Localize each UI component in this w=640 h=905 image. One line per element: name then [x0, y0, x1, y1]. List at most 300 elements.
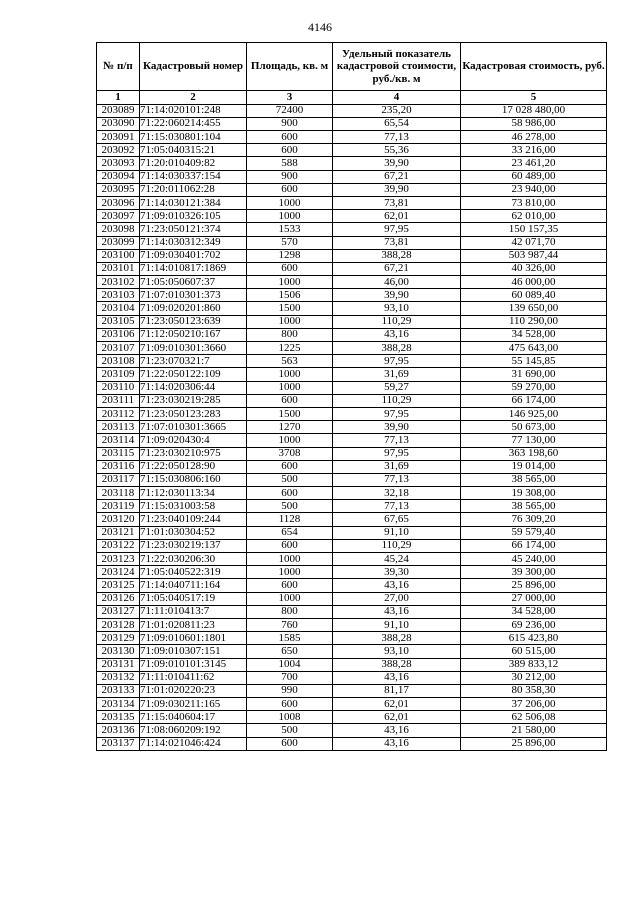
area-cell: 3708 — [247, 447, 333, 460]
area-cell: 72400 — [247, 104, 333, 117]
table-row — [97, 328, 607, 341]
specific-value-cell: 27,00 — [333, 592, 461, 605]
cadastral-value-cell: 30 212,00 — [461, 671, 607, 684]
specific-value-cell: 77,13 — [333, 434, 461, 447]
row-number-cell: 203116 — [97, 460, 140, 473]
row-number-cell: 203108 — [97, 355, 140, 368]
cadastral-value-cell: 39 300,00 — [461, 566, 607, 579]
cadastral-number-cell: 71:15:030806:160 — [140, 473, 247, 486]
cadastral-number-cell: 71:07:010301:373 — [140, 289, 247, 302]
specific-value-cell: 62,01 — [333, 711, 461, 724]
row-number-cell: 203089 — [97, 104, 140, 117]
area-cell: 500 — [247, 500, 333, 513]
cadastral-number-cell: 71:23:040109:244 — [140, 513, 247, 526]
cadastral-number-cell: 71:23:050123:639 — [140, 315, 247, 328]
area-cell: 600 — [247, 131, 333, 144]
specific-value-cell: 32,18 — [333, 487, 461, 500]
row-number-cell: 203107 — [97, 342, 140, 355]
area-cell: 600 — [247, 539, 333, 552]
area-cell: 600 — [247, 183, 333, 196]
row-number-cell: 203106 — [97, 328, 140, 341]
area-cell: 600 — [247, 460, 333, 473]
cadastral-number-cell: 71:23:030210:975 — [140, 447, 247, 460]
area-cell: 1004 — [247, 658, 333, 671]
cadastral-number-cell: 71:05:040517:19 — [140, 592, 247, 605]
cadastral-value-cell: 23 461,20 — [461, 157, 607, 170]
area-cell: 1585 — [247, 632, 333, 645]
row-number-cell: 203124 — [97, 566, 140, 579]
row-number-cell: 203096 — [97, 196, 140, 209]
column-number: 1 — [97, 91, 140, 105]
table-row — [97, 618, 607, 631]
row-number-cell: 203125 — [97, 579, 140, 592]
table-row — [97, 249, 607, 262]
cadastral-number-cell: 71:09:030211:165 — [140, 698, 247, 711]
column-number: 4 — [333, 91, 461, 105]
row-number-cell: 203102 — [97, 276, 140, 289]
specific-value-cell: 388,28 — [333, 249, 461, 262]
cadastral-value-cell: 46 000,00 — [461, 276, 607, 289]
row-number-cell: 203119 — [97, 500, 140, 513]
specific-value-cell: 45,24 — [333, 553, 461, 566]
table-row — [97, 183, 607, 196]
column-number: 3 — [247, 91, 333, 105]
row-number-cell: 203132 — [97, 671, 140, 684]
cadastral-number-cell: 71:09:030401:702 — [140, 249, 247, 262]
row-number-cell: 203100 — [97, 249, 140, 262]
cadastral-value-cell: 50 673,00 — [461, 421, 607, 434]
row-number-cell: 203111 — [97, 394, 140, 407]
specific-value-cell: 43,16 — [333, 605, 461, 618]
column-number: 5 — [461, 91, 607, 105]
cadastral-value-cell: 66 174,00 — [461, 539, 607, 552]
specific-value-cell: 93,10 — [333, 302, 461, 315]
cadastral-value-cell: 31 690,00 — [461, 368, 607, 381]
cadastral-number-cell: 71:20:011062:28 — [140, 183, 247, 196]
table-row — [97, 170, 607, 183]
cadastral-value-cell: 139 650,00 — [461, 302, 607, 315]
cadastral-value-cell: 33 216,00 — [461, 144, 607, 157]
cadastral-value-cell: 25 896,00 — [461, 579, 607, 592]
table-row — [97, 262, 607, 275]
specific-value-cell: 235,20 — [333, 104, 461, 117]
cadastral-value-cell: 42 071,70 — [461, 236, 607, 249]
table-body — [97, 104, 607, 750]
table-row — [97, 276, 607, 289]
specific-value-cell: 93,10 — [333, 645, 461, 658]
specific-value-cell: 110,29 — [333, 315, 461, 328]
table-row — [97, 434, 607, 447]
cadastral-number-cell: 71:09:010101:3145 — [140, 658, 247, 671]
row-number-cell: 203117 — [97, 473, 140, 486]
row-number-cell: 203137 — [97, 737, 140, 750]
area-cell: 1128 — [247, 513, 333, 526]
specific-value-cell: 43,16 — [333, 737, 461, 750]
table-row — [97, 579, 607, 592]
cadastral-number-cell: 71:05:040522:319 — [140, 566, 247, 579]
table-row — [97, 513, 607, 526]
area-cell: 570 — [247, 236, 333, 249]
area-cell: 600 — [247, 262, 333, 275]
row-number-cell: 203112 — [97, 407, 140, 420]
specific-value-cell: 39,30 — [333, 566, 461, 579]
specific-value-cell: 110,29 — [333, 539, 461, 552]
table-row — [97, 407, 607, 420]
table-row — [97, 368, 607, 381]
cadastral-value-cell: 17 028 480,00 — [461, 104, 607, 117]
specific-value-cell: 62,01 — [333, 698, 461, 711]
row-number-cell: 203118 — [97, 487, 140, 500]
cadastral-value-cell: 76 309,20 — [461, 513, 607, 526]
cadastral-number-cell: 71:23:050123:283 — [140, 407, 247, 420]
cadastral-value-cell: 73 810,00 — [461, 196, 607, 209]
area-cell: 700 — [247, 671, 333, 684]
table-row — [97, 473, 607, 486]
cadastral-value-cell: 23 940,00 — [461, 183, 607, 196]
area-cell: 800 — [247, 605, 333, 618]
cadastral-number-cell: 71:09:010301:3660 — [140, 342, 247, 355]
specific-value-cell: 77,13 — [333, 500, 461, 513]
specific-value-cell: 39,90 — [333, 183, 461, 196]
row-number-cell: 203122 — [97, 539, 140, 552]
cadastral-number-cell: 71:15:030801:104 — [140, 131, 247, 144]
table-row — [97, 302, 607, 315]
cadastral-value-cell: 475 643,00 — [461, 342, 607, 355]
table-row — [97, 645, 607, 658]
cadastral-value-cell: 389 833,12 — [461, 658, 607, 671]
area-cell: 1000 — [247, 368, 333, 381]
area-cell: 600 — [247, 487, 333, 500]
table-row — [97, 355, 607, 368]
table-row — [97, 460, 607, 473]
cadastral-number-cell: 71:09:010601:1801 — [140, 632, 247, 645]
row-number-cell: 203115 — [97, 447, 140, 460]
cadastral-number-cell: 71:23:030219:285 — [140, 394, 247, 407]
cadastral-value-cell: 66 174,00 — [461, 394, 607, 407]
specific-value-cell: 91,10 — [333, 618, 461, 631]
area-cell: 1000 — [247, 210, 333, 223]
table-row — [97, 724, 607, 737]
table-row — [97, 196, 607, 209]
row-number-cell: 203092 — [97, 144, 140, 157]
table-row — [97, 104, 607, 117]
specific-value-cell: 67,21 — [333, 170, 461, 183]
specific-value-cell: 73,81 — [333, 196, 461, 209]
cadastral-number-cell: 71:15:031003:58 — [140, 500, 247, 513]
specific-value-cell: 110,29 — [333, 394, 461, 407]
specific-value-cell: 97,95 — [333, 447, 461, 460]
cadastral-number-cell: 71:14:020101:248 — [140, 104, 247, 117]
cadastral-value-cell: 62 010,00 — [461, 210, 607, 223]
cadastral-number-cell: 71:05:040315:21 — [140, 144, 247, 157]
area-cell: 1500 — [247, 302, 333, 315]
specific-value-cell: 31,69 — [333, 460, 461, 473]
row-number-cell: 203136 — [97, 724, 140, 737]
area-cell: 1506 — [247, 289, 333, 302]
row-number-cell: 203099 — [97, 236, 140, 249]
area-cell: 650 — [247, 645, 333, 658]
specific-value-cell: 97,95 — [333, 355, 461, 368]
cadastral-value-cell: 55 145,85 — [461, 355, 607, 368]
cadastral-number-cell: 71:22:030206:30 — [140, 553, 247, 566]
cadastral-value-cell: 150 157,35 — [461, 223, 607, 236]
specific-value-cell: 388,28 — [333, 658, 461, 671]
cadastral-number-cell: 71:14:021046:424 — [140, 737, 247, 750]
row-number-cell: 203128 — [97, 618, 140, 631]
specific-value-cell: 388,28 — [333, 342, 461, 355]
cadastral-value-cell: 146 925,00 — [461, 407, 607, 420]
cadastral-number-cell: 71:01:020811:23 — [140, 618, 247, 631]
cadastral-value-cell: 80 358,30 — [461, 684, 607, 697]
row-number-cell: 203098 — [97, 223, 140, 236]
specific-value-cell: 67,65 — [333, 513, 461, 526]
cadastral-number-cell: 71:11:010411:62 — [140, 671, 247, 684]
cadastral-number-cell: 71:05:050607:37 — [140, 276, 247, 289]
row-number-cell: 203130 — [97, 645, 140, 658]
table-row — [97, 289, 607, 302]
specific-value-cell: 39,90 — [333, 289, 461, 302]
area-cell: 500 — [247, 473, 333, 486]
area-cell: 1000 — [247, 196, 333, 209]
header-specific-value: Удельный показатель кадастровой стоимости, руб./кв. м — [333, 43, 461, 91]
area-cell: 1000 — [247, 276, 333, 289]
cadastral-value-cell: 46 278,00 — [461, 131, 607, 144]
row-number-cell: 203126 — [97, 592, 140, 605]
specific-value-cell: 65,54 — [333, 117, 461, 130]
cadastral-value-cell: 60 515,00 — [461, 645, 607, 658]
cadastral-number-cell: 71:09:020430:4 — [140, 434, 247, 447]
specific-value-cell: 43,16 — [333, 579, 461, 592]
area-cell: 600 — [247, 698, 333, 711]
table-row — [97, 605, 607, 618]
area-cell: 588 — [247, 157, 333, 170]
cadastral-number-cell: 71:14:030312:349 — [140, 236, 247, 249]
cadastral-value-cell: 25 896,00 — [461, 737, 607, 750]
row-number-cell: 203090 — [97, 117, 140, 130]
specific-value-cell: 62,01 — [333, 210, 461, 223]
table-row — [97, 684, 607, 697]
table-row — [97, 342, 607, 355]
area-cell: 1008 — [247, 711, 333, 724]
table-row — [97, 381, 607, 394]
row-number-cell: 203120 — [97, 513, 140, 526]
specific-value-cell: 91,10 — [333, 526, 461, 539]
row-number-cell: 203113 — [97, 421, 140, 434]
cadastral-value-table — [96, 42, 607, 751]
area-cell: 600 — [247, 737, 333, 750]
cadastral-value-cell: 45 240,00 — [461, 553, 607, 566]
cadastral-number-cell: 71:20:010409:82 — [140, 157, 247, 170]
cadastral-number-cell: 71:14:020306:44 — [140, 381, 247, 394]
row-number-cell: 203134 — [97, 698, 140, 711]
row-number-cell: 203103 — [97, 289, 140, 302]
cadastral-number-cell: 71:14:030121:384 — [140, 196, 247, 209]
cadastral-number-cell: 71:09:020201:860 — [140, 302, 247, 315]
cadastral-number-cell: 71:15:040604:17 — [140, 711, 247, 724]
cadastral-number-cell: 71:12:030113:34 — [140, 487, 247, 500]
row-number-cell: 203129 — [97, 632, 140, 645]
table-row — [97, 117, 607, 130]
specific-value-cell: 97,95 — [333, 223, 461, 236]
area-cell: 500 — [247, 724, 333, 737]
row-number-cell: 203104 — [97, 302, 140, 315]
cadastral-value-cell: 38 565,00 — [461, 500, 607, 513]
cadastral-number-cell: 71:22:050122:109 — [140, 368, 247, 381]
column-number: 2 — [140, 91, 247, 105]
cadastral-number-cell: 71:22:050128:90 — [140, 460, 247, 473]
cadastral-value-cell: 21 580,00 — [461, 724, 607, 737]
cadastral-value-cell: 19 308,00 — [461, 487, 607, 500]
area-cell: 1000 — [247, 592, 333, 605]
row-number-cell: 203109 — [97, 368, 140, 381]
cadastral-value-cell: 38 565,00 — [461, 473, 607, 486]
cadastral-value-cell: 34 528,00 — [461, 328, 607, 341]
table-row — [97, 210, 607, 223]
specific-value-cell: 55,36 — [333, 144, 461, 157]
specific-value-cell: 43,16 — [333, 671, 461, 684]
page-number: 4146 — [308, 20, 332, 34]
area-cell: 900 — [247, 170, 333, 183]
specific-value-cell: 31,69 — [333, 368, 461, 381]
specific-value-cell: 67,21 — [333, 262, 461, 275]
specific-value-cell: 43,16 — [333, 328, 461, 341]
cadastral-value-cell: 60 089,40 — [461, 289, 607, 302]
table-row — [97, 592, 607, 605]
area-cell: 760 — [247, 618, 333, 631]
header-cadastral-value: Кадастровая стоимость, руб. — [461, 43, 607, 91]
cadastral-number-cell: 71:22:060214:455 — [140, 117, 247, 130]
cadastral-value-cell: 34 528,00 — [461, 605, 607, 618]
area-cell: 600 — [247, 579, 333, 592]
table-row — [97, 711, 607, 724]
specific-value-cell: 39,90 — [333, 421, 461, 434]
table-row — [97, 526, 607, 539]
cadastral-number-cell: 71:14:010817:1869 — [140, 262, 247, 275]
cadastral-number-cell: 71:07:010301:3665 — [140, 421, 247, 434]
cadastral-number-cell: 71:12:050210:167 — [140, 328, 247, 341]
table-row — [97, 315, 607, 328]
cadastral-value-cell: 40 326,00 — [461, 262, 607, 275]
row-number-cell: 203110 — [97, 381, 140, 394]
cadastral-value-cell: 363 198,60 — [461, 447, 607, 460]
table-row — [97, 131, 607, 144]
table-row — [97, 539, 607, 552]
specific-value-cell: 81,17 — [333, 684, 461, 697]
row-number-cell: 203105 — [97, 315, 140, 328]
cadastral-number-cell: 71:01:020220:23 — [140, 684, 247, 697]
row-number-cell: 203114 — [97, 434, 140, 447]
table-header — [97, 43, 607, 105]
specific-value-cell: 388,28 — [333, 632, 461, 645]
specific-value-cell: 73,81 — [333, 236, 461, 249]
cadastral-number-cell: 71:23:070321:7 — [140, 355, 247, 368]
column-number-row — [97, 91, 607, 105]
cadastral-value-cell: 59 579,40 — [461, 526, 607, 539]
row-number-cell: 203095 — [97, 183, 140, 196]
row-number-cell: 203127 — [97, 605, 140, 618]
area-cell: 990 — [247, 684, 333, 697]
row-number-cell: 203135 — [97, 711, 140, 724]
table-row — [97, 157, 607, 170]
cadastral-value-cell: 19 014,00 — [461, 460, 607, 473]
area-cell: 1000 — [247, 553, 333, 566]
table-row — [97, 737, 607, 750]
table-row — [97, 658, 607, 671]
cadastral-number-cell: 71:08:060209:192 — [140, 724, 247, 737]
cadastral-number-cell: 71:23:030219:137 — [140, 539, 247, 552]
cadastral-value-cell: 110 290,00 — [461, 315, 607, 328]
row-number-cell: 203093 — [97, 157, 140, 170]
cadastral-value-cell: 69 236,00 — [461, 618, 607, 631]
area-cell: 1000 — [247, 566, 333, 579]
cadastral-value-cell: 77 130,00 — [461, 434, 607, 447]
table-row — [97, 447, 607, 460]
cadastral-value-cell: 503 987,44 — [461, 249, 607, 262]
row-number-cell: 203094 — [97, 170, 140, 183]
table-row — [97, 553, 607, 566]
row-number-cell: 203123 — [97, 553, 140, 566]
cadastral-value-cell: 58 986,00 — [461, 117, 607, 130]
row-number-cell: 203131 — [97, 658, 140, 671]
cadastral-number-cell: 71:01:030304:52 — [140, 526, 247, 539]
cadastral-number-cell: 71:09:010307:151 — [140, 645, 247, 658]
table-row — [97, 421, 607, 434]
cadastral-number-cell: 71:11:010413:7 — [140, 605, 247, 618]
specific-value-cell: 97,95 — [333, 407, 461, 420]
header-row-number: № п/п — [97, 43, 140, 91]
cadastral-value-cell: 37 206,00 — [461, 698, 607, 711]
table-row — [97, 144, 607, 157]
table-row — [97, 394, 607, 407]
area-cell: 900 — [247, 117, 333, 130]
cadastral-value-cell: 615 423,80 — [461, 632, 607, 645]
row-number-cell: 203121 — [97, 526, 140, 539]
cadastral-value-cell: 62 506,08 — [461, 711, 607, 724]
cadastral-number-cell: 71:09:010326:105 — [140, 210, 247, 223]
specific-value-cell: 46,00 — [333, 276, 461, 289]
cadastral-number-cell: 71:14:030337:154 — [140, 170, 247, 183]
specific-value-cell: 77,13 — [333, 131, 461, 144]
cadastral-number-cell: 71:23:050121:374 — [140, 223, 247, 236]
cadastral-number-cell: 71:14:040711:164 — [140, 579, 247, 592]
row-number-cell: 203091 — [97, 131, 140, 144]
area-cell: 1225 — [247, 342, 333, 355]
area-cell: 1000 — [247, 315, 333, 328]
header-area: Площадь, кв. м — [247, 43, 333, 91]
cadastral-value-cell: 60 489,00 — [461, 170, 607, 183]
area-cell: 563 — [247, 355, 333, 368]
header-cadastral-number: Кадастровый номер — [140, 43, 247, 91]
area-cell: 1000 — [247, 381, 333, 394]
area-cell: 800 — [247, 328, 333, 341]
row-number-cell: 203133 — [97, 684, 140, 697]
table-row — [97, 487, 607, 500]
table-row — [97, 566, 607, 579]
area-cell: 600 — [247, 144, 333, 157]
specific-value-cell: 39,90 — [333, 157, 461, 170]
cadastral-value-cell: 59 270,00 — [461, 381, 607, 394]
specific-value-cell: 43,16 — [333, 724, 461, 737]
table-row — [97, 500, 607, 513]
table-row — [97, 236, 607, 249]
specific-value-cell: 59,27 — [333, 381, 461, 394]
area-cell: 600 — [247, 394, 333, 407]
row-number-cell: 203097 — [97, 210, 140, 223]
cadastral-value-cell: 27 000,00 — [461, 592, 607, 605]
specific-value-cell: 77,13 — [333, 473, 461, 486]
area-cell: 1270 — [247, 421, 333, 434]
area-cell: 1000 — [247, 434, 333, 447]
